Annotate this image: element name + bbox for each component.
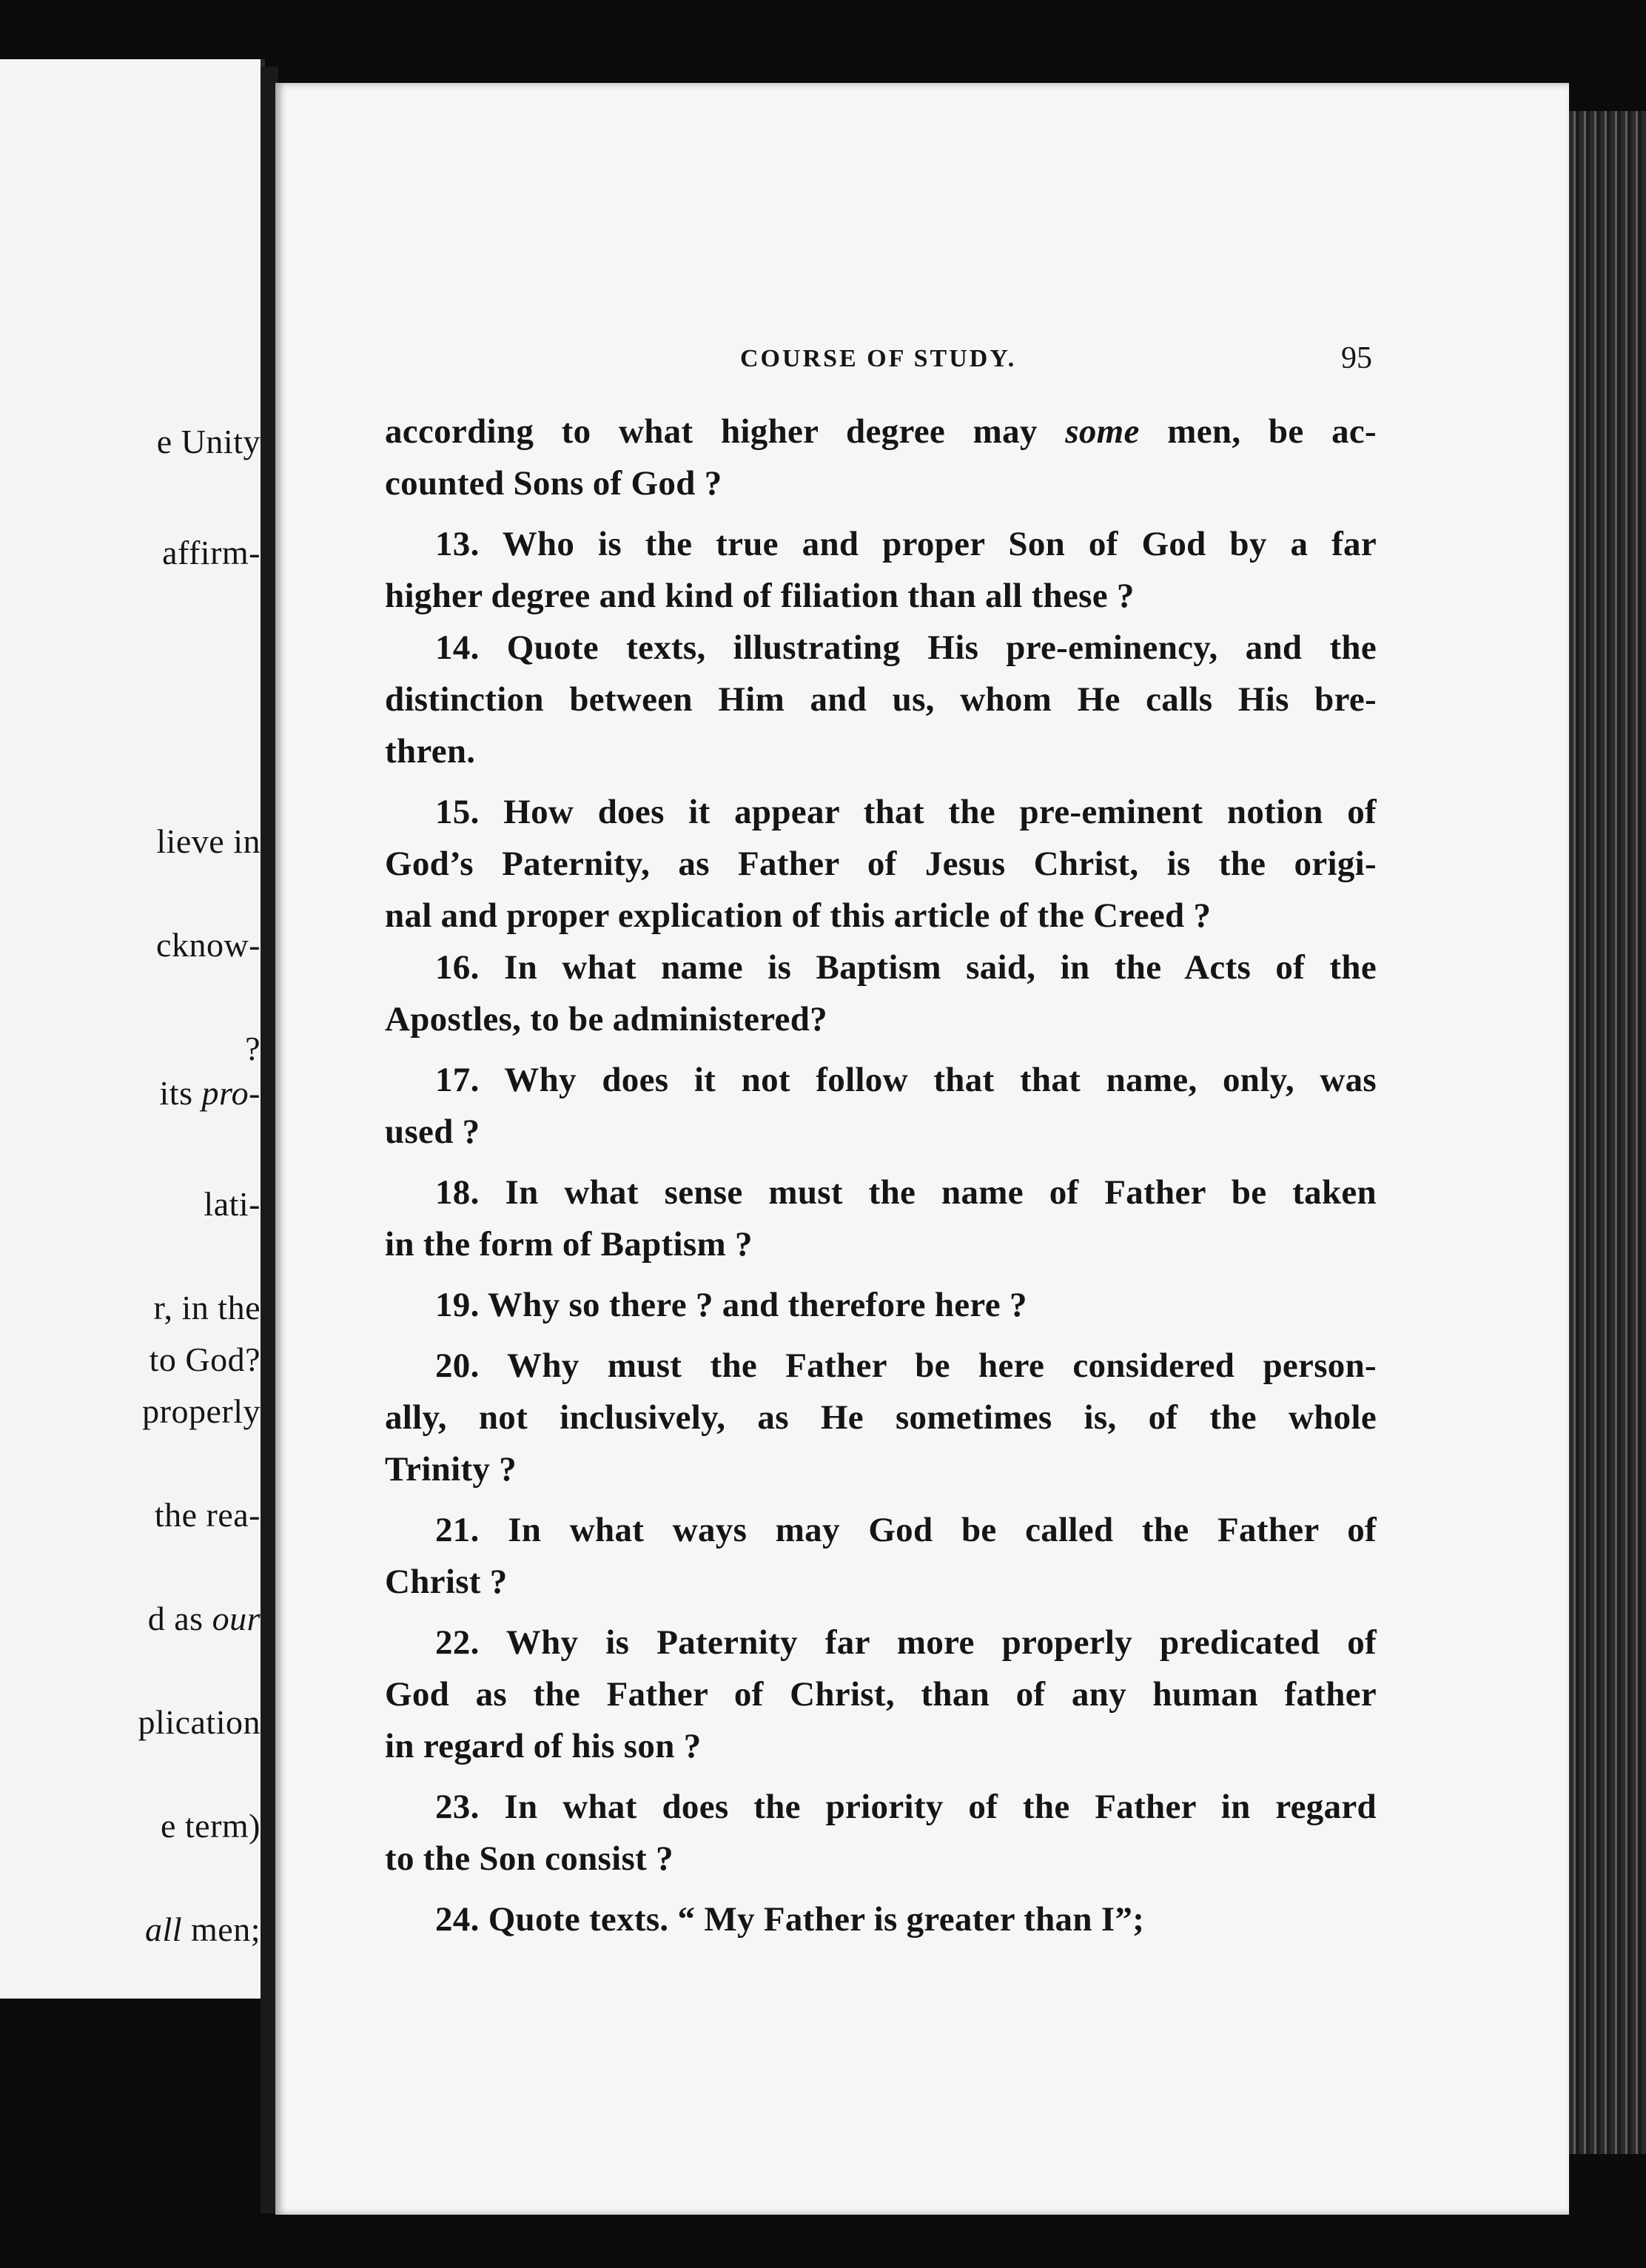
- running-head: COURSE OF STUDY.: [740, 345, 1017, 372]
- left-page-line: lieve in: [156, 822, 261, 860]
- text-line: according to what higher degree may some men, be ac-: [385, 412, 1377, 451]
- text-line: 13. Who is the true and proper Son of God by a far: [435, 525, 1377, 563]
- text-line: ally, not inclusively, as He sometimes is, of the whole: [385, 1398, 1377, 1437]
- text-line: counted Sons of God ?: [385, 464, 722, 503]
- text-line: nal and proper explication of this article of the Creed ?: [385, 896, 1212, 935]
- text-line: Apostles, to be administered?: [385, 1000, 827, 1039]
- text-line: to the Son consist ?: [385, 1839, 673, 1878]
- text-line: 19. Why so there ? and therefore here ?: [435, 1286, 1027, 1324]
- left-page-line: d as our: [147, 1600, 261, 1637]
- left-page-line: r, in the: [153, 1289, 261, 1326]
- left-page-line: affirm-: [162, 534, 261, 571]
- text-line: 17. Why does it not follow that that name, only, was: [435, 1061, 1377, 1099]
- left-page-line: to God?: [149, 1341, 261, 1378]
- page-edges: [1569, 111, 1646, 2154]
- page-number: 95: [1341, 341, 1372, 375]
- text-line: 14. Quote texts, illustrating His pre-eminency, and the: [435, 628, 1377, 667]
- left-page-line: lati-: [204, 1185, 261, 1223]
- text-line: 21. In what ways may God be called the Father of: [435, 1511, 1377, 1549]
- text-line: used ?: [385, 1113, 480, 1151]
- left-page-fragment: [0, 59, 265, 1999]
- text-line: 24. Quote texts. “ My Father is greater than I”;: [435, 1900, 1145, 1939]
- text-line: 22. Why is Paternity far more properly predicated of: [435, 1623, 1377, 1662]
- left-page-line: e Unity: [156, 423, 261, 460]
- left-page-line: plication: [138, 1703, 261, 1741]
- left-page-line: properly: [142, 1392, 261, 1430]
- text-line: in regard of his son ?: [385, 1727, 702, 1765]
- body-text: [385, 406, 1377, 1945]
- left-page-line: all men;: [144, 1910, 261, 1948]
- text-line: God’s Paternity, as Father of Jesus Christ, is the origi-: [385, 845, 1377, 883]
- text-line: 16. In what name is Baptism said, in the Acts of the: [435, 948, 1377, 987]
- text-line: distinction between Him and us, whom He calls His bre-: [385, 680, 1377, 719]
- text-line: thren.: [385, 732, 476, 771]
- text-line: in the form of Baptism ?: [385, 1225, 753, 1264]
- left-page-line: ?: [245, 1030, 261, 1067]
- text-line: 15. How does it appear that the pre-eminent notion of: [435, 793, 1377, 831]
- left-page-line: its pro-: [159, 1074, 261, 1112]
- text-line: 23. In what does the priority of the Father in regard: [435, 1788, 1377, 1826]
- left-page-line: cknow-: [156, 926, 261, 964]
- text-line: Christ ?: [385, 1563, 508, 1601]
- text-line: God as the Father of Christ, than of any human father: [385, 1675, 1377, 1714]
- text-line: higher degree and kind of filiation than all these ?: [385, 577, 1135, 615]
- left-page-line: the rea-: [154, 1496, 261, 1534]
- text-line: 20. Why must the Father be here considered person-: [435, 1346, 1377, 1385]
- text-line: Trinity ?: [385, 1450, 517, 1489]
- text-line: 18. In what sense must the name of Father be taken: [435, 1173, 1377, 1212]
- left-page-line: e term): [160, 1807, 261, 1845]
